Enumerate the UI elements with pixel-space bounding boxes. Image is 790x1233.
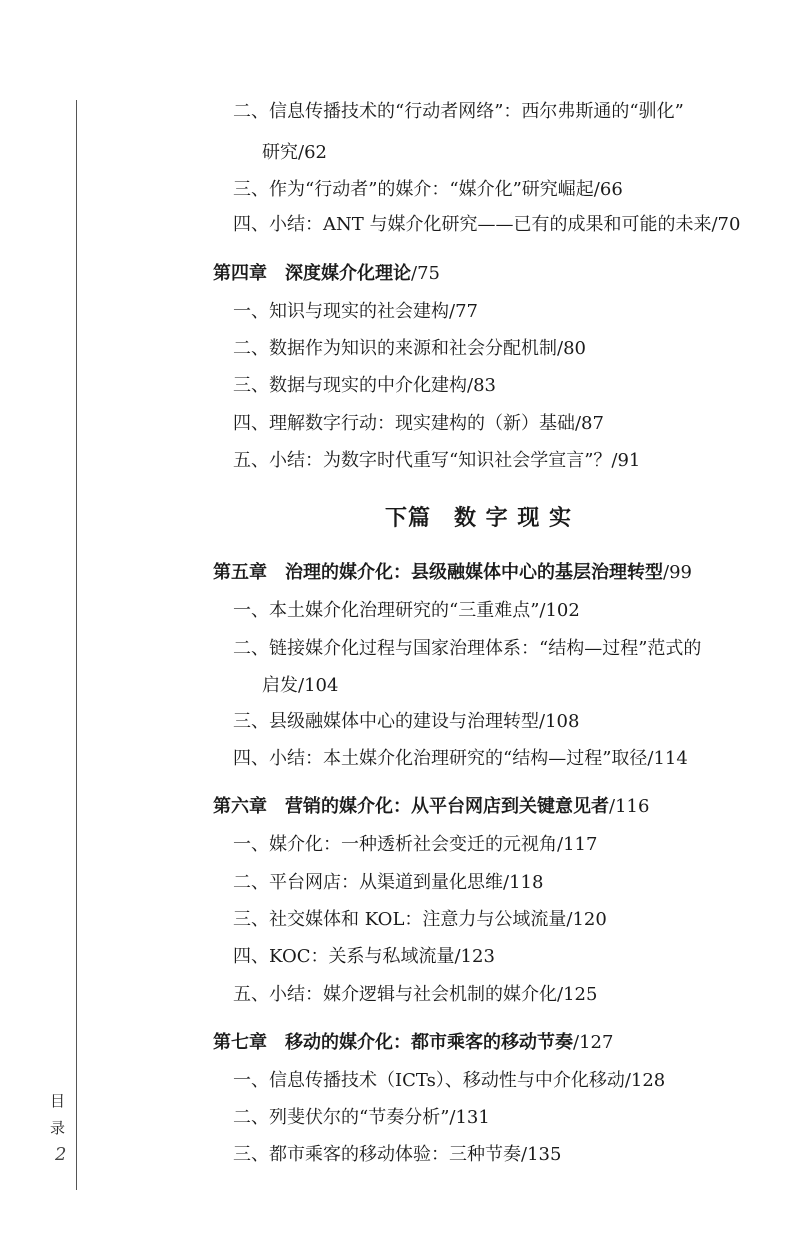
chapter-title: 第四章 深度媒介化理论: [213, 263, 411, 284]
chapter-page: /75: [411, 263, 440, 284]
margin-rule: [76, 100, 77, 1190]
chapter-page: /127: [573, 1032, 614, 1053]
toc-entry: 四、小结：ANT 与媒介化研究——已有的成果和可能的未来/70: [233, 214, 741, 235]
toc-entry: 一、信息传播技术（ICTs）、移动性与中介化移动/128: [233, 1070, 666, 1091]
toc-entry-continuation: 研究/62: [262, 142, 327, 163]
toc-entry: 三、数据与现实的中介化建构/83: [233, 375, 496, 396]
chapter-heading: [213, 796, 649, 818]
sidebar-label-mu: 目: [50, 1092, 66, 1110]
chapter-heading: [213, 562, 692, 584]
toc-entry: 一、知识与现实的社会建构/77: [233, 301, 478, 322]
toc-entry: 三、都市乘客的移动体验：三种节奏/135: [233, 1144, 562, 1165]
sidebar-label-lu: 录: [50, 1119, 66, 1137]
toc-entry: 二、列斐伏尔的“节奏分析”/131: [233, 1107, 490, 1128]
page-number: 2: [55, 1144, 67, 1165]
toc-entry: 三、县级融媒体中心的建设与治理转型/108: [233, 711, 580, 732]
chapter-page: /99: [663, 562, 692, 583]
part-heading: 下篇 数 字 现 实: [385, 506, 572, 531]
toc-entry-continuation: 启发/104: [262, 675, 339, 696]
chapter-title: 第五章 治理的媒介化：县级融媒体中心的基层治理转型: [213, 562, 663, 583]
chapter-title: 第六章 营销的媒介化：从平台网店到关键意见者: [213, 796, 609, 817]
chapter-page: /116: [609, 796, 650, 817]
toc-entry: 四、理解数字行动：现实建构的（新）基础/87: [233, 413, 604, 434]
toc-entry: 五、小结：为数字时代重写“知识社会学宣言”？/91: [233, 450, 641, 471]
chapter-heading: [213, 1032, 613, 1054]
chapter-title: 第七章 移动的媒介化：都市乘客的移动节奏: [213, 1032, 573, 1053]
toc-entry: 二、链接媒介化过程与国家治理体系：“结构—过程”范式的: [233, 638, 702, 659]
toc-entry: 二、平台网店：从渠道到量化思维/118: [233, 872, 544, 893]
toc-entry: 三、社交媒体和 KOL：注意力与公域流量/120: [233, 909, 607, 930]
toc-entry: 四、小结：本土媒介化治理研究的“结构—过程”取径/114: [233, 748, 688, 769]
toc-entry: 二、数据作为知识的来源和社会分配机制/80: [233, 338, 586, 359]
toc-entry: 一、本土媒介化治理研究的“三重难点”/102: [233, 600, 580, 621]
chapter-heading: [213, 263, 440, 285]
toc-entry: 一、媒介化：一种透析社会变迁的元视角/117: [233, 834, 598, 855]
toc-entry: 三、作为“行动者”的媒介：“媒介化”研究崛起/66: [233, 179, 623, 200]
toc-entry: 五、小结：媒介逻辑与社会机制的媒介化/125: [233, 984, 598, 1005]
toc-entry: 二、信息传播技术的“行动者网络”：西尔弗斯通的“驯化”: [233, 101, 684, 122]
toc-entry: 四、KOC：关系与私域流量/123: [233, 946, 495, 967]
